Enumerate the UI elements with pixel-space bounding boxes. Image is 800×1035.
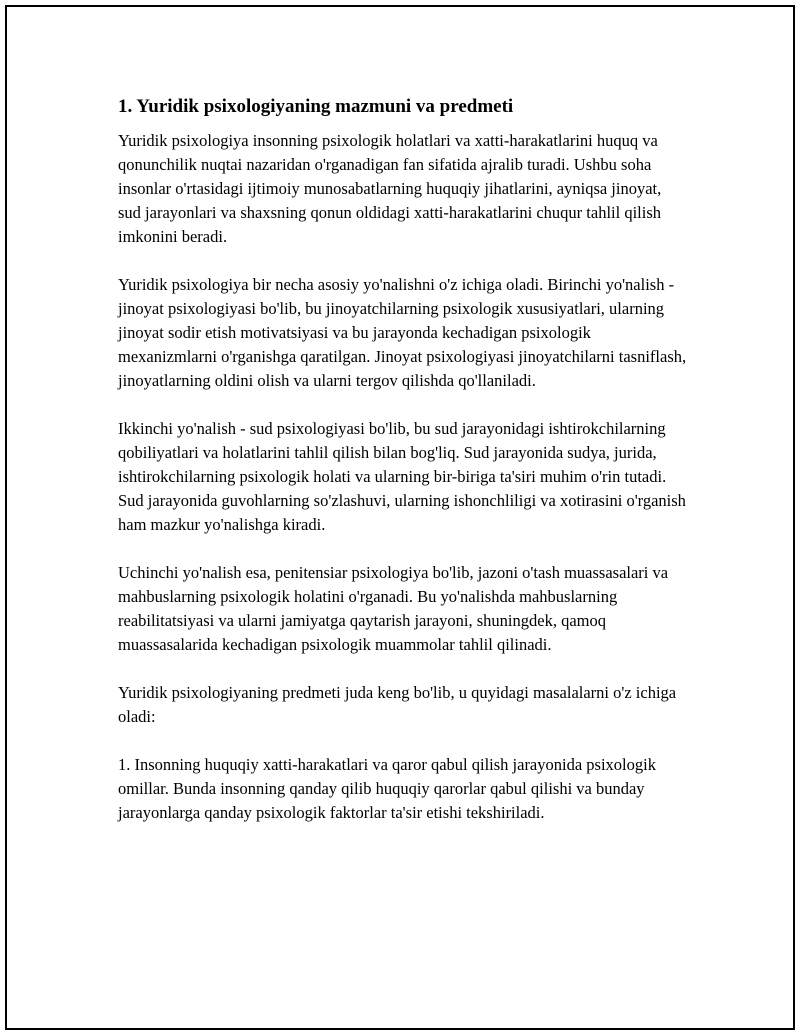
list-item-1: 1. Insonning huquqiy xatti-harakatlari va qaror qabul qilish jarayonida psixologik omillar. Bunda insonning qanday qilib huquqiy qarorlar qabul qilishi va bunday jarayonlarga qanday psixologik faktorlar ta'sir etishi tekshiriladi. [118, 755, 656, 822]
section-heading: 1. Yuridik psixologiyaning mazmuni va predmeti [118, 96, 514, 117]
document-body [118, 95, 688, 849]
paragraph-criminal-psychology: Yuridik psixologiya bir necha asosiy yo'nalishni o'z ichiga oladi. Birinchi yo'nalish - jinoyat psixologiyasi bo'lib, bu jinoyatchilarning psixologik xususiyatlari, ularning jinoyat sodir etish motivatsiyasi va bu jarayonda kechadigan psixologik mexanizmlarni o'rganishga qaratilgan. Jinoyat psixologiyasi jinoyatchilarni tasniflash, jinoyatlarning oldini olish va ularni tergov qilishda qo'llaniladi. [118, 275, 687, 390]
paragraph-subject-intro: Yuridik psixologiyaning predmeti juda keng bo'lib, u quyidagi masalalarni o'z ichiga oladi: [118, 683, 677, 726]
paragraph-intro: Yuridik psixologiya insonning psixologik holatlari va xatti-harakatlarini huquq va qonunchilik nuqtai nazaridan o'rganadigan fan sifatida ajralib turadi. Ushbu soha insonlar o'rtasidagi ijtimoiy munosabatlarning huquqiy jihatlarini, ayniqsa jinoyat, sud jarayonlari va shaxsning qonun oldidagi xatti-harakatlarini chuqur tahlil qilish imkonini beradi. [118, 131, 662, 246]
paragraph-penitentiary-psychology: Uchinchi yo'nalish esa, penitensiar psixologiya bo'lib, jazoni o'tash muassasalari va mahbuslarning psixologik holatini o'rganadi. Bu yo'nalishda mahbuslarning reabilitatsiyasi va ularni jamiyatga qaytarish jarayoni, shuningdek, qamoq muassasalarida kechadigan psixologik muammolar tahlil qilinadi. [118, 563, 669, 654]
paragraph-court-psychology: Ikkinchi yo'nalish - sud psixologiyasi bo'lib, bu sud jarayonidagi ishtirokchilarning qobiliyatlari va holatlarini tahlil qilish bilan bog'liq. Sud jarayonida sudya, jurida, ishtirokchilarning psixologik holati va ularning bir-biriga ta'siri muhim o'rin tutadi. Sud jarayonida guvohlarning so'zlashuvi, ularning ishonchliligi va xotirasini o'rganish ham mazkur yo'nalishga kiradi. [118, 419, 686, 534]
